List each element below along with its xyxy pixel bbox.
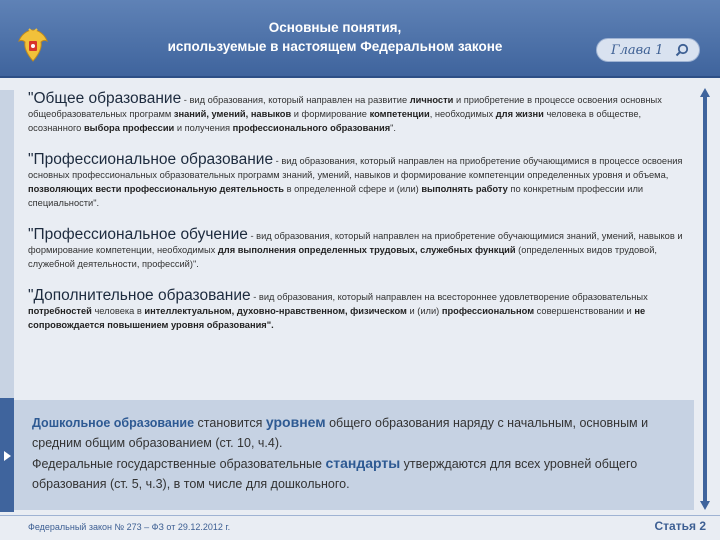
definition-text: для выполнения определенных трудовых, служебных функций bbox=[217, 245, 516, 255]
definition-text: и (или) bbox=[406, 306, 442, 316]
definition-text: и приобретение в процессе освоения основных общеобразовательных программ bbox=[28, 95, 662, 119]
page-title: Основные понятия, используемые в настоящем Федеральном законе bbox=[167, 20, 503, 54]
scroll-down-icon[interactable] bbox=[700, 501, 710, 510]
definition-term: "Дополнительное образование bbox=[28, 287, 251, 304]
definition-text: знаний, умений, навыков bbox=[173, 109, 292, 119]
coat-of-arms-icon bbox=[15, 27, 51, 65]
definition-text: для жизни bbox=[495, 109, 544, 119]
callout-text: общего образования наряду с начальным, основным и средним общим образованием (ст. 10, ч.4). bbox=[32, 416, 649, 450]
definition-text: человека в bbox=[91, 306, 145, 316]
definition-text: выбора профессии bbox=[83, 123, 175, 133]
definition-text: - вид образования, который направлен на всестороннее удовлетворение образовательных bbox=[250, 292, 648, 302]
definition-text: позволяющих вести профессиональную деятельность bbox=[28, 184, 285, 194]
definition-text: профессиональном bbox=[441, 306, 535, 316]
definition-term: "Профессиональное образование bbox=[28, 151, 274, 168]
definitions-list bbox=[28, 92, 692, 350]
footer-divider bbox=[0, 515, 720, 516]
callout-paragraph bbox=[32, 453, 682, 494]
definition-item bbox=[28, 289, 692, 332]
scroll-line bbox=[703, 96, 707, 502]
definition-text: компетенции bbox=[369, 109, 430, 119]
callout-text: Дошкольное образование bbox=[32, 416, 195, 430]
callout-text: стандарты bbox=[325, 455, 401, 471]
definition-text: потребностей bbox=[28, 306, 92, 316]
definition-term: "Профессиональное обучение bbox=[28, 226, 248, 243]
definition-text: - вид образования, который направлен на приобретение обучающимися знаний, умений, навыков и формирование компетенции, необходимых bbox=[28, 231, 683, 255]
search-icon[interactable] bbox=[675, 43, 689, 57]
footer-law: Федеральный закон № 273 – ФЗ от 29.12.2012 г. bbox=[28, 522, 231, 532]
scroll-track[interactable] bbox=[700, 88, 710, 510]
definition-item bbox=[28, 92, 692, 135]
play-icon[interactable] bbox=[4, 451, 11, 461]
callout-paragraph bbox=[32, 412, 682, 453]
definition-text: профессионального образования bbox=[232, 123, 391, 133]
definition-text: ". bbox=[390, 123, 397, 133]
definition-text: не сопровождается повышением уровня образования". bbox=[28, 306, 646, 330]
chapter-search-pill[interactable] bbox=[596, 38, 700, 62]
footer-article: Статья 2 bbox=[654, 519, 706, 533]
callout-text: становится bbox=[194, 416, 266, 430]
definition-text: интеллектуальном, духовно-нравственном, физическом bbox=[144, 306, 407, 316]
callout-text: Федеральные государственные образовательные bbox=[32, 457, 326, 471]
definition-term: "Общее образование bbox=[28, 90, 182, 107]
definition-text: (определенных видов трудовой, служебной деятельности, профессий)". bbox=[28, 245, 657, 269]
definition-text: личности bbox=[409, 95, 454, 105]
header-banner bbox=[0, 0, 720, 78]
definition-text: , необходимых bbox=[429, 109, 496, 119]
definition-text: человека в обществе, осознанного bbox=[28, 109, 642, 133]
definition-text: по конкретным профессии или специальности". bbox=[28, 184, 644, 208]
callout-text: уровнем bbox=[265, 414, 326, 430]
definition-text: совершенствовании и bbox=[534, 306, 635, 316]
definition-item bbox=[28, 228, 692, 271]
definition-item bbox=[28, 153, 692, 210]
callout-text: утверждаются для всех уровней общего образования (ст. 5, ч.3), в том числе для дошкольного. bbox=[32, 457, 638, 491]
definition-text: и получения bbox=[174, 123, 233, 133]
definition-text: - вид образования, который направлен на развитие bbox=[181, 95, 410, 105]
definition-text: и формирование bbox=[291, 109, 370, 119]
chapter-label: Глава 1 bbox=[611, 42, 664, 58]
definition-text: - вид образования, который направлен на приобретение обучающимися в процессе освоения основных профессиональных образовательных программ знаний, умений, навыков и формирование компетенции определенных уровня и объема, bbox=[28, 156, 683, 180]
definition-text: в определенной сфере и (или) bbox=[284, 184, 422, 194]
callout-box bbox=[14, 400, 694, 510]
definition-text: выполнять работу bbox=[421, 184, 508, 194]
